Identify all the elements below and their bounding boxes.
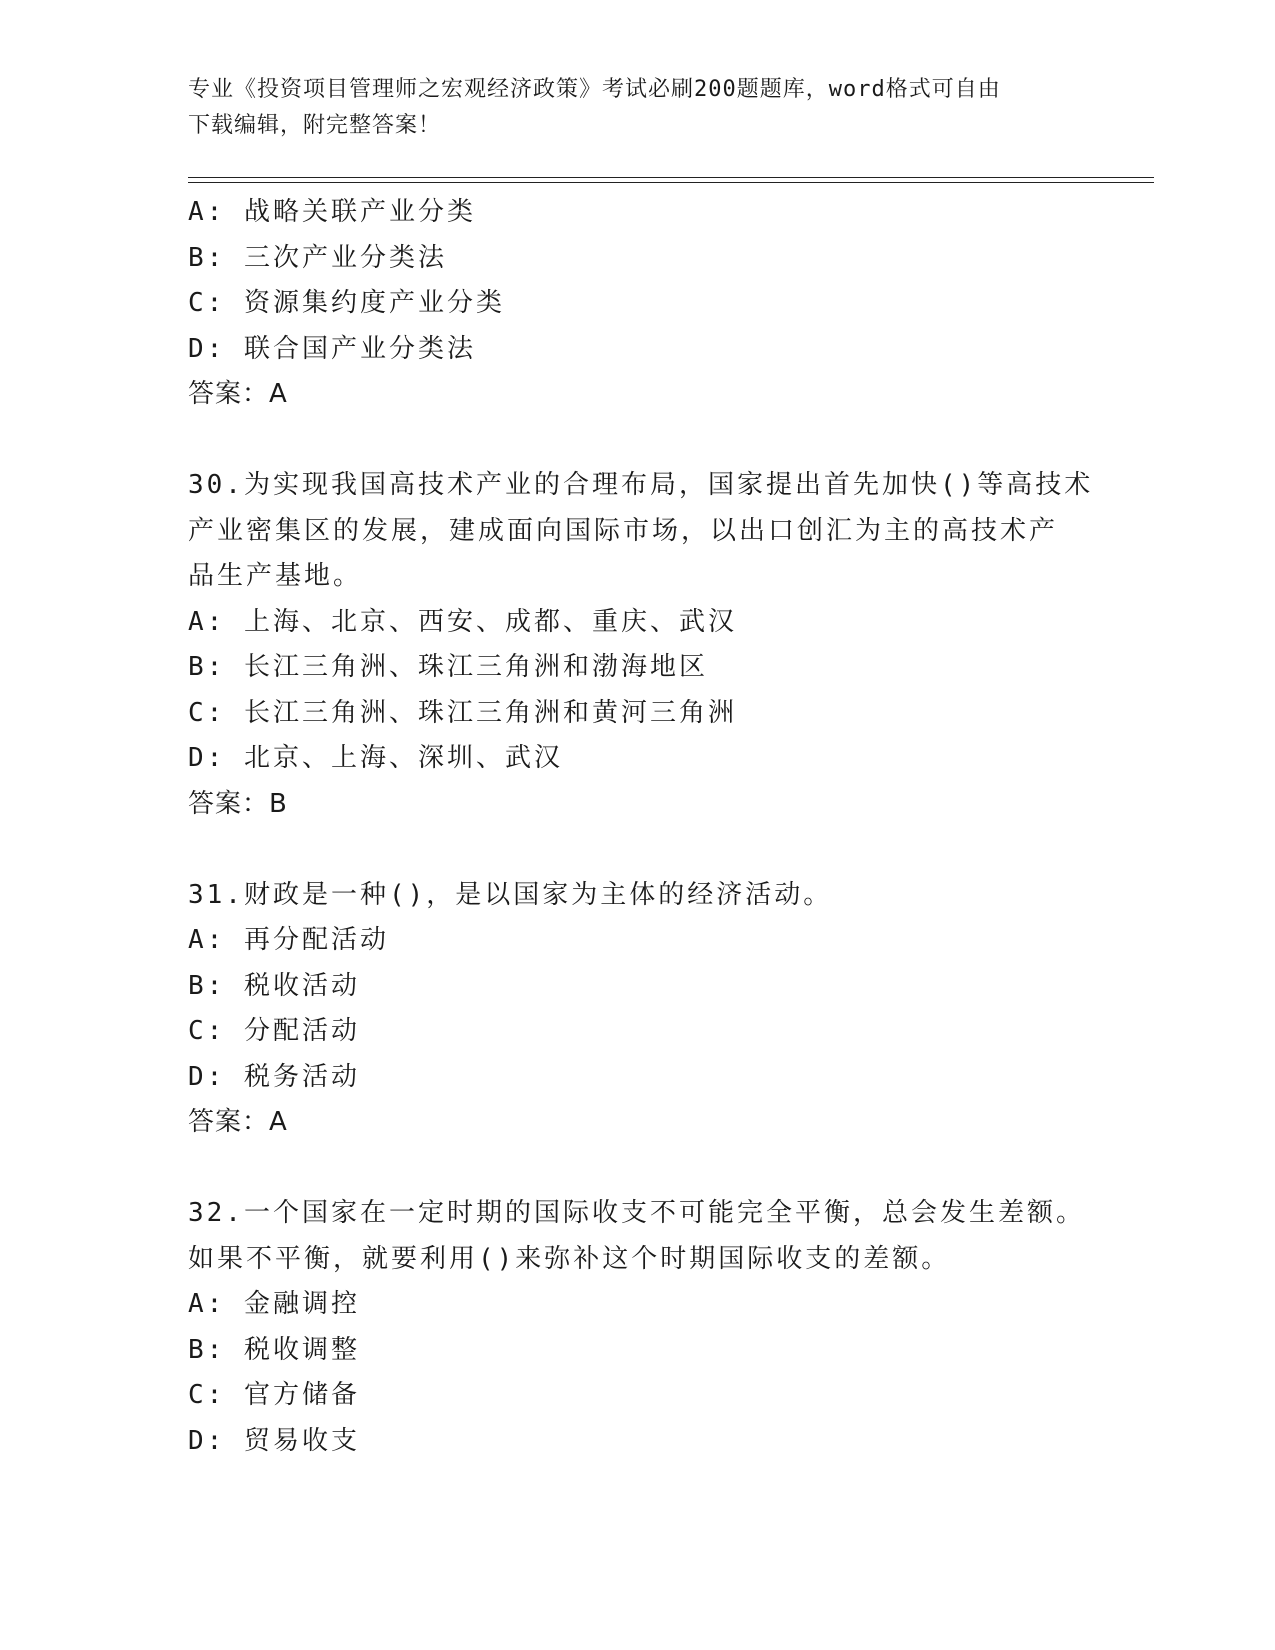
- spacer: [188, 1146, 1088, 1192]
- page-header: [188, 72, 1068, 144]
- option-d: D: 联合国产业分类法: [188, 333, 476, 364]
- question-stem-line: 如果不平衡，就要利用()来弥补这个时期国际收支的差额。: [188, 1243, 951, 1274]
- question-31: [188, 873, 1088, 1146]
- option-d: D: 北京、上海、深圳、武汉: [188, 743, 563, 773]
- question-29-continued: [188, 190, 1088, 418]
- spacer: [188, 827, 1088, 873]
- question-stem-line: 30.为实现我国高技术产业的合理布局，国家提出首先加快()等高技术: [188, 470, 1094, 500]
- option-d: D: 贸易收支: [188, 1425, 360, 1456]
- option-c: C: 分配活动: [188, 1016, 360, 1046]
- question-32: [188, 1191, 1088, 1464]
- option-b: B: 税收活动: [188, 970, 360, 1001]
- option-a: A: 上海、北京、西安、成都、重庆、武汉: [188, 606, 737, 637]
- question-stem-line: 31.财政是一种()，是以国家为主体的经济活动。: [188, 879, 833, 910]
- answer-label: 答案：B: [188, 788, 288, 819]
- answer-label: 答案：A: [188, 1107, 288, 1137]
- question-stem-line: 品生产基地。: [188, 561, 363, 591]
- header-line-2: 下载编辑，附完整答案！: [188, 113, 442, 138]
- option-c: C: 资源集约度产业分类: [188, 288, 505, 318]
- option-a: A: 金融调控: [188, 1289, 360, 1319]
- option-c: C: 长江三角洲、珠江三角洲和黄河三角洲: [188, 697, 737, 728]
- option-b: B: 三次产业分类法: [188, 242, 447, 273]
- option-a: A: 再分配活动: [188, 925, 389, 955]
- question-stem-line: 产业密集区的发展，建成面向国际市场，以出口创汇为主的高技术产: [188, 515, 1059, 546]
- header-divider: [188, 177, 1154, 183]
- option-d: D: 税务活动: [188, 1061, 360, 1092]
- option-a: A: 战略关联产业分类: [188, 197, 476, 227]
- question-stem-line: 32.一个国家在一定时期的国际收支不可能完全平衡，总会发生差额。: [188, 1198, 1085, 1228]
- spacer: [188, 418, 1088, 464]
- question-30: [188, 463, 1094, 827]
- answer-label: 答案：A: [188, 379, 288, 409]
- option-b: B: 税收调整: [188, 1334, 360, 1365]
- option-b: B: 长江三角洲、珠江三角洲和渤海地区: [188, 652, 708, 682]
- option-c: C: 官方储备: [188, 1380, 360, 1410]
- document-body: [188, 190, 1094, 1464]
- header-line-1: 专业《投资项目管理师之宏观经济政策》考试必刷200题题库，word格式可自由: [188, 77, 1001, 102]
